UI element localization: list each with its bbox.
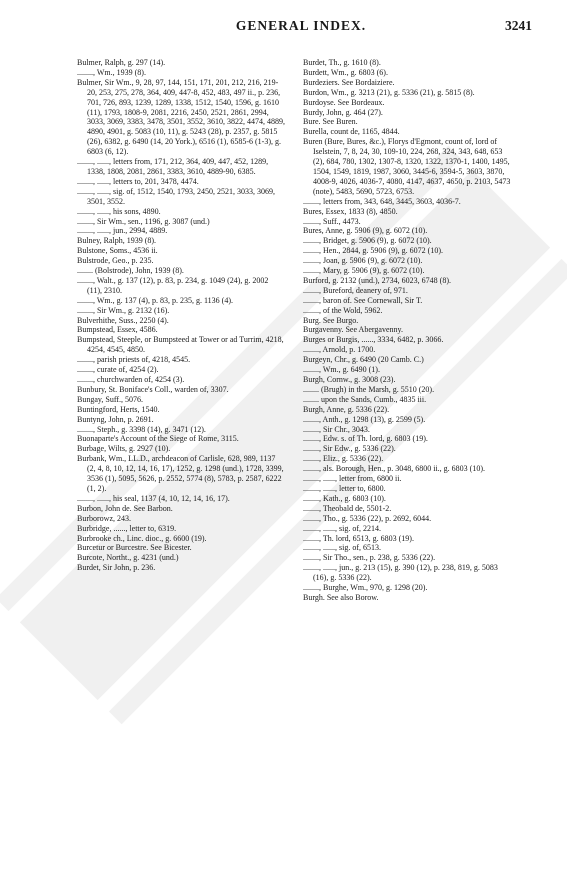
index-entry: Burgh, Cornw., g. 3008 (23).	[303, 375, 396, 384]
index-entry: ........, Tho., g. 5336 (22), p. 2692, 6044.	[303, 513, 432, 523]
index-column-left	[77, 58, 285, 573]
index-entry: ........, Edw. s. of Th. lord, g. 6803 (19).	[303, 434, 428, 444]
index-entry: ........, Eliz., g. 5336 (22).	[303, 454, 384, 464]
index-entry: ........, Wm., 1939 (8).	[77, 67, 146, 77]
index-entry: Bumpstead, Essex, 4586.	[77, 325, 158, 335]
index-entry: ........, Sir Chr., 3043.	[303, 424, 370, 434]
index-entry: ........, Walt., g. 137 (12), p. 83, p. 234, g. 1049 (24), g. 2002 (11), 2310.	[77, 275, 269, 295]
index-entry: Burbridge, ......, letter to, 6319.	[77, 523, 177, 533]
index-entry: Bure. See Buren.	[303, 117, 358, 127]
page-title: GENERAL INDEX.	[235, 18, 367, 33]
index-entry: Bures, Essex, 1833 (8), 4850.	[303, 206, 398, 216]
index-entry: ........, Th. lord, 6513, g. 6803 (19).	[303, 533, 414, 543]
index-entry: Burbon, John de. See Barbon.	[77, 503, 173, 513]
index-entry: ........, ......, jun., g. 213 (15), g. 390 (12), p. 238, 819, g. 5083 (16), g. 5336 (22).	[303, 563, 498, 583]
index-entry: ........, ......, letters to, 201, 3478, 4474.	[77, 176, 199, 186]
index-entry: Bulstone, Soms., 4536 ii.	[77, 246, 158, 256]
index-entry: ........, letters from, 343, 648, 3445, 3603, 4036-7.	[303, 196, 461, 206]
index-entry: Bulmer, Sir Wm., 9, 28, 97, 144, 151, 171, 201, 212, 216, 219-20, 253, 275, 278, 364, 409, 447-8, 452, 483, 497 ii., p. 236, 701, 726, 893, 1239, 1289, 1338, 1512, 1540, 1596, g. 1610 (11), 1793, 1808-9, 2081, 2216, 2450, 2521, 2861, 2994, 3033, 3069, 3383, 3478, 3501, 3552, 3610, 3822, 4474, 4889, 4890, 4901, g. 5083 (10, 11), g. 5243 (28), p. 2357, g. 5815 (26), 6382, g. 6490 (14, 20 York.), 6516 (1), 6585-6 (1-3), g. 6803 (6, 12).	[77, 77, 285, 157]
index-entry: Burgh, Anne, g. 5336 (22).	[303, 404, 390, 414]
index-entry: Bures, Anne, g. 5906 (9), g. 6072 (10).	[303, 226, 428, 236]
index-entry: ........, Bureford, deanery of, 971.	[303, 285, 408, 295]
index-entry: ........, ......, sig. of, 6513.	[303, 543, 381, 553]
index-entry: ........, churchwarden of, 4254 (3).	[77, 375, 185, 384]
index-entry: Burbank, Wm., LL.D., archdeacon of Carlisle, 628, 989, 1137 (2, 4, 8, 10, 12, 14, 16, 17), 1252, g. 1298 (und.), 1728, 3399, 3536 (1), 5095, 5626, p. 2552, 5774 (8), 5783, p. 2587, 6222 (1, 2).	[77, 454, 284, 493]
index-entry: ........, Sir Tho., sen., p. 238, g. 5336 (22).	[303, 553, 436, 563]
index-entry: ........, parish priests of, 4218, 4545.	[77, 355, 191, 365]
index-entry: Bungay, Suff., 5076.	[77, 394, 143, 404]
index-entry: Burges or Burgis, ......, 3334, 6482, p. 3066.	[303, 335, 444, 345]
index-entry: Burgh. See also Borow.	[303, 592, 379, 602]
index-entry: Burbrooke ch., Linc. dioc., g. 6600 (19).	[77, 533, 207, 543]
index-entry: ........, Sir Wm., g. 2132 (16).	[77, 305, 170, 315]
index-entry: Buntingford, Herts, 1540.	[77, 404, 160, 414]
index-entry: ........, Suff., 4473.	[303, 216, 361, 226]
index-entry: ........, Joan, g. 5906 (9), g. 6072 (10).	[303, 256, 423, 266]
index-entry: ........, ......, letter to, 6800.	[303, 483, 386, 493]
index-entry: ........ (Brugh) in the Marsh, g. 5510 (20).	[303, 384, 435, 394]
index-entry: Burdet, Sir John, p. 236.	[77, 563, 156, 573]
index-entry: Burbage, Wilts, g. 2927 (10).	[77, 444, 171, 454]
index-entry: ........, Mary, g. 5906 (9), g. 6072 (10).	[303, 266, 425, 276]
index-entry: Burcetur or Burcestre. See Bicester.	[77, 543, 192, 553]
index-entry: Bulmer, Ralph, g. 297 (14).	[77, 58, 166, 67]
index-column-right	[303, 58, 511, 603]
index-entry: Burdoyse. See Bordeaux.	[303, 97, 385, 107]
index-entry: Buntyng, John, p. 2691.	[77, 414, 154, 424]
index-entry: ........, als. Borough, Hen., p. 3048, 6800 ii., g. 6803 (10).	[303, 464, 485, 474]
index-entry: Buren (Bure, Bures, &c.), Florys d'Egmont, count of, lord of Iselstein, 7, 8, 24, 30, 109-10, 224, 268, 324, 343, 648, 653 (2), 684, 780, 1302, 1307-8, 1320, 1322, 1370-1, 1400, 1495, 1504, 1549, 1819, 1987, 3060, 3445-6, 3594-5, 3603, 3870, 4008-9, 4026, 4036-7, 4080, 4147, 4637, 4650, p. 2103, 5473 (note), 5483, 5690, 5723, 6753.	[303, 137, 511, 196]
index-entry: Burella, count de, 1165, 4844.	[303, 127, 400, 137]
page-number: 3241	[505, 18, 532, 33]
index-entry: ........, curate of, 4254 (2).	[77, 365, 159, 375]
index-entry: ........, ......, his seal, 1137 (4, 10, 12, 14, 16, 17).	[77, 493, 230, 503]
index-entry: ........, Wm., g. 6490 (1).	[303, 365, 380, 375]
page-header	[70, 18, 532, 40]
index-entry: ........, ......, sig. of, 1512, 1540, 1793, 2450, 2521, 3033, 3069, 3501, 3552.	[77, 186, 275, 206]
index-entry: ........, Bridget, g. 5906 (9), g. 6072 (10).	[303, 236, 432, 246]
index-entry: Bulverhithe, Suss., 2250 (4).	[77, 315, 169, 325]
index-entry: ........, Sir Edw., g. 5336 (22).	[303, 444, 396, 454]
index-entry: ........, ......, letters from, 171, 212, 364, 409, 447, 452, 1289, 1338, 1808, 2081, 2861, 3383, 3610, 4889-90, 6385.	[77, 157, 269, 176]
index-entry: ........, Steph., g. 3398 (14), g. 3471 (12).	[77, 424, 206, 434]
index-entry: Burg. See Burgo.	[303, 315, 359, 325]
index-entry: Buonaparte's Account of the Siege of Rome, 3115.	[77, 434, 239, 444]
index-entry: Burborowz, 243.	[77, 513, 131, 523]
index-entry: Burford, g. 2132 (und.), 2734, 6023, 6748 (8).	[303, 275, 451, 285]
index-entry: ........, Theobald de, 5501-2.	[303, 503, 392, 513]
index-entry: Bunbury, St. Boniface's Coll., warden of, 3307.	[77, 384, 229, 394]
index-entry: ........, ......, jun., 2994, 4889.	[77, 226, 168, 236]
index-entry: Bulstrode, Geo., p. 235.	[77, 256, 154, 266]
index-entry: Burcote, Northt., g. 4231 (und.)	[77, 553, 179, 563]
index-entry: ........, Wm., g. 137 (4), p. 83, p. 235, g. 1136 (4).	[77, 295, 233, 305]
index-entry: Burgavenny. See Abergavenny.	[303, 325, 403, 335]
index-entry: ........ upon the Sands, Cumb., 4835 iii.	[303, 394, 427, 404]
index-entry: Burdet, Th., g. 1610 (8).	[303, 58, 381, 67]
index-entry: ........ (Bolstrode), John, 1939 (8).	[77, 266, 184, 276]
index-entry: ........, ......, sig. of, 2214.	[303, 523, 381, 533]
index-entry: ........, of the Wold, 5962.	[303, 305, 383, 315]
index-entry: ........, Arnold, p. 1700.	[303, 345, 376, 355]
index-entry: Burdon, Wm., g. 3213 (21), g. 5336 (21), g. 5815 (8).	[303, 87, 475, 97]
index-entry: ........, baron of. See Cornewall, Sir T.	[303, 295, 423, 305]
index-entry: ........, Kath., g. 6803 (10).	[303, 493, 386, 503]
index-entry: ........, Hen., 2844, g. 5906 (9), g. 6072 (10).	[303, 246, 443, 256]
index-entry: ........, Anth., g. 1298 (13), g. 2599 (5).	[303, 414, 426, 424]
index-entry: Bumpstead, Steeple, or Bumpsteed at Tower or ad Turrim, 4218, 4254, 4545, 4850.	[77, 335, 284, 355]
index-entry: ........, ......, his sons, 4890.	[77, 206, 161, 216]
index-entry: Bulney, Ralph, 1939 (8).	[77, 236, 157, 246]
index-entry: Burgeyn, Chr., g. 6490 (20 Camb. C.)	[303, 355, 424, 365]
index-entry: ........, ......, letter from, 6800 ii.	[303, 474, 402, 484]
index-entry: Burdy, John, g. 464 (27).	[303, 107, 383, 117]
index-entry: ........, Burghe, Wm., 970, g. 1298 (20).	[303, 583, 428, 593]
index-entry: ........, Sir Wm., sen., 1196, g. 3087 (und.)	[77, 216, 210, 226]
index-entry: Burdeziers. See Bordaiziere.	[303, 77, 395, 87]
index-entry: Burdett, Wm., g. 6803 (6).	[303, 67, 388, 77]
